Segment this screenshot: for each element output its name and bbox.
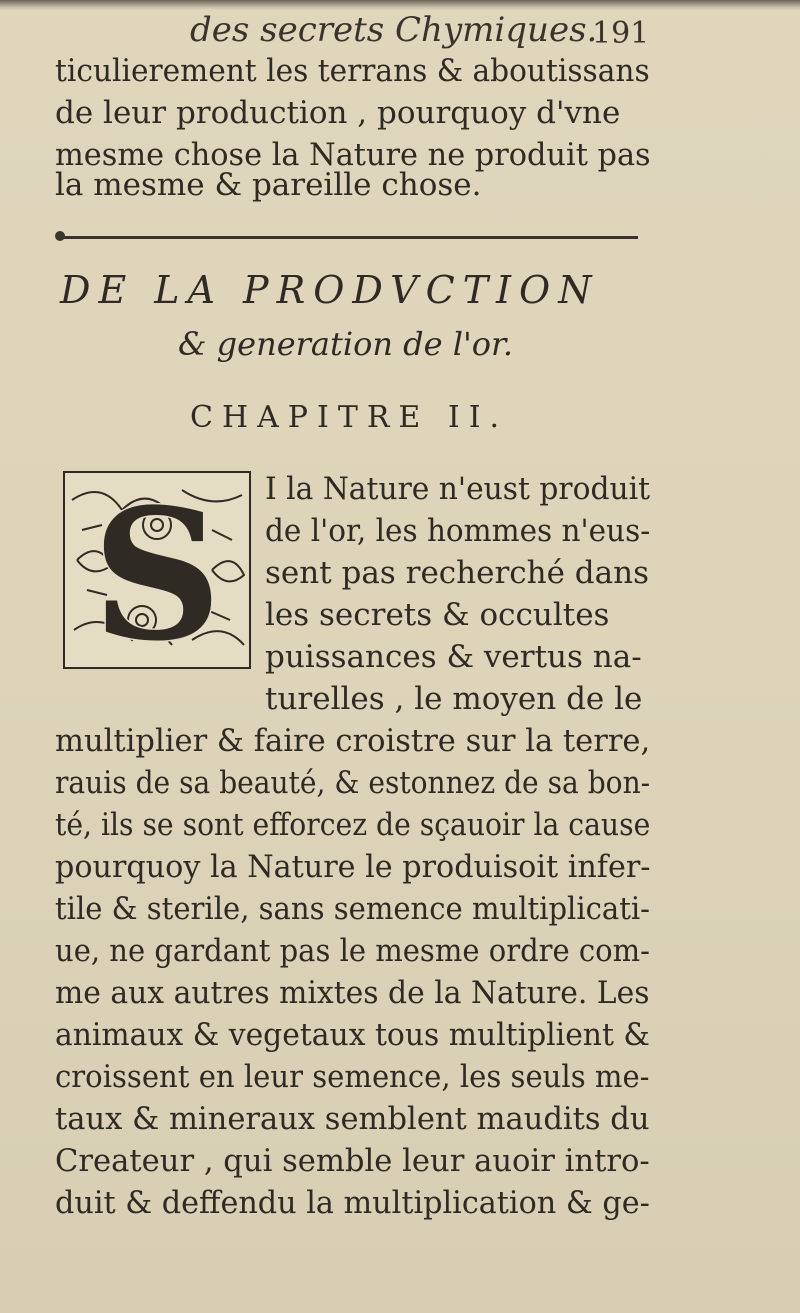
- text-line: duit & deffendu la multiplication & ge-: [55, 1185, 650, 1221]
- text-line: mesme chose la Nature ne produit pas: [55, 137, 651, 173]
- text-line: ue, ne gardant pas le mesme ordre com-: [55, 933, 650, 969]
- text-line: tile & sterile, sans semence multiplicati-: [55, 891, 651, 927]
- text-line: turelles , le moyen de le: [265, 681, 643, 717]
- text-line: les secrets & occultes: [265, 597, 610, 633]
- drop-cap-letter: S: [92, 470, 222, 670]
- section-subtitle: & generation de l'or.: [178, 325, 513, 363]
- text-line: té, ils se sont efforcez de sçauoir la cause: [55, 807, 651, 843]
- page-number: 191: [592, 16, 650, 51]
- text-line: I la Nature n'eust produit: [265, 471, 651, 507]
- text-line: Createur , qui semble leur auoir intro-: [55, 1143, 650, 1179]
- text-line: de l'or, les hommes n'eus-: [265, 513, 651, 549]
- chapter-heading: CHAPITRE II.: [190, 400, 509, 435]
- text-line: croissent en leur semence, les seuls me-: [55, 1059, 650, 1095]
- text-line: sent pas recherché dans: [265, 555, 650, 591]
- text-line: multiplier & faire croistre sur la terre,: [55, 723, 651, 759]
- page-header: [0, 6, 800, 51]
- text-line: puissances & vertus na-: [265, 639, 642, 675]
- text-line: rauis de sa beauté, & estonnez de sa bon-: [55, 765, 651, 801]
- running-title: des secrets Chymiques.: [190, 10, 598, 50]
- text-line: animaux & vegetaux tous multiplient &: [55, 1017, 650, 1053]
- ornamental-floral-initial-icon: [62, 470, 252, 670]
- section-rule: [58, 236, 638, 239]
- text-line: de leur production , pourquoy d'vne: [55, 95, 621, 131]
- text-line: ticulierement les terrans & aboutissans: [55, 53, 650, 89]
- text-line: me aux autres mixtes de la Nature. Les: [55, 975, 650, 1011]
- section-title: DE LA PRODVCTION: [60, 268, 600, 312]
- text-line: pourquoy la Nature le produisoit infer-: [55, 849, 651, 885]
- text-line: la mesme & pareille chose.: [55, 167, 482, 203]
- text-line: taux & mineraux semblent maudits du: [55, 1101, 650, 1137]
